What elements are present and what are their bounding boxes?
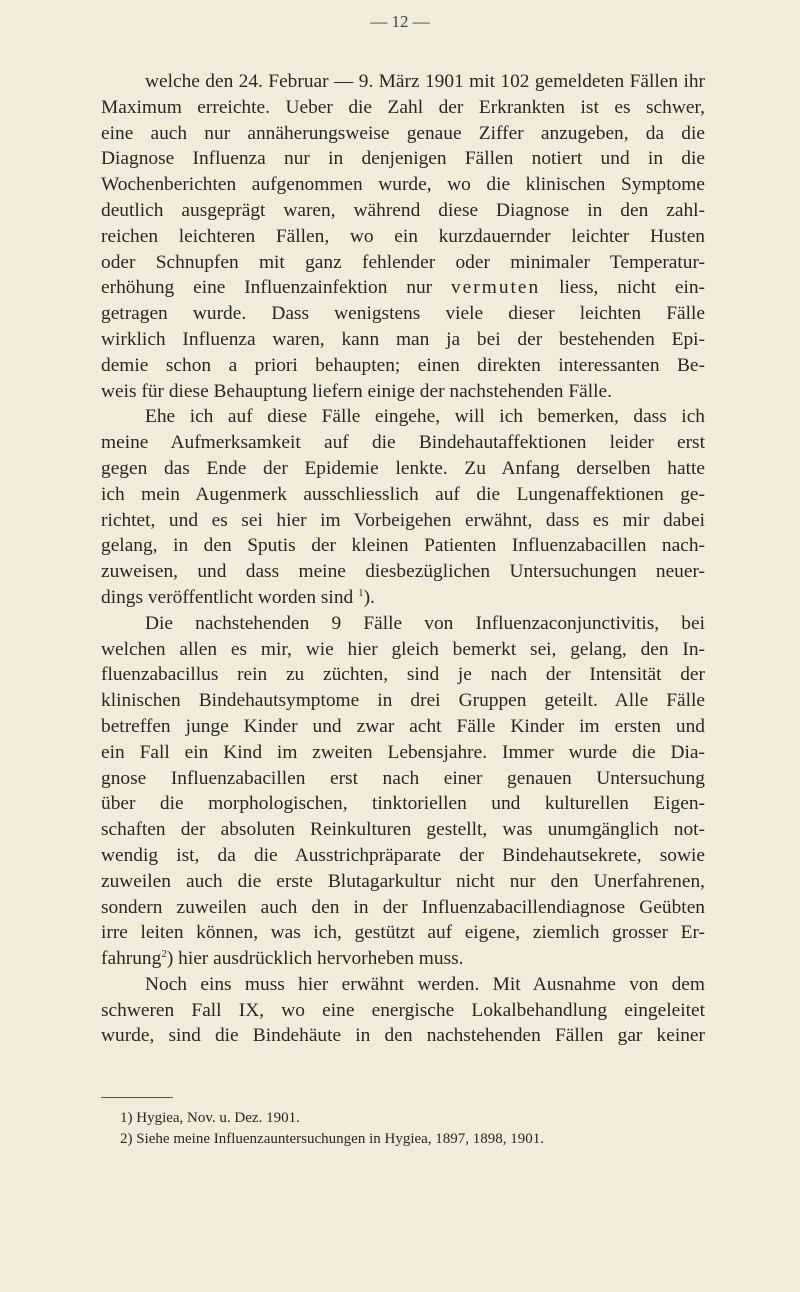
text-segment: liess, nicht ein- bbox=[540, 277, 705, 299]
text-line: richtet, und es sei hier im Vorbeigehen erwähnt, dass es mir dabei bbox=[101, 509, 705, 531]
paragraph bbox=[101, 611, 705, 972]
text-line: gegen das Ende der Epidemie lenkte. Zu Anfang derselben hatte bbox=[101, 457, 705, 479]
text-line: betreffen junge Kinder und zwar acht Fälle Kinder im ersten und bbox=[101, 715, 705, 737]
text-segment: vermuten bbox=[450, 277, 541, 299]
text-line: sondern zuweilen auch den in der Influenzabacillendiagnose Geübten bbox=[101, 896, 705, 918]
text-line: schweren Fall IX, wo eine energische Lokalbehandlung eingeleitet bbox=[101, 999, 705, 1021]
paragraph bbox=[101, 404, 705, 610]
text-line: gnose Influenzabacillen erst nach einer genauen Untersuchung bbox=[101, 767, 705, 789]
text-line: ein Fall ein Kind im zweiten Lebensjahre. Immer wurde die Dia- bbox=[101, 741, 705, 763]
text-line: eine auch nur annäherungsweise genaue Ziffer anzugeben, da die bbox=[101, 122, 705, 144]
text-line bbox=[101, 946, 705, 972]
text-segment: fahrung bbox=[101, 948, 162, 970]
text-line: Wochenberichten aufgenommen wurde, wo die klinischen Symptome bbox=[101, 174, 705, 196]
text-line: reichen leichteren Fällen, wo ein kurzdauernder leichter Husten bbox=[101, 225, 705, 247]
text-line: klinischen Bindehautsymptome in drei Gruppen geteilt. Alle Fälle bbox=[101, 690, 705, 712]
text-line: Noch eins muss hier erwähnt werden. Mit Ausnahme von dem bbox=[145, 973, 705, 995]
text-line: gelang, in den Sputis der kleinen Patienten Influenzabacillen nach- bbox=[101, 535, 705, 557]
text-line: wurde, sind die Bindehäute in den nachstehenden Fällen gar keiner bbox=[101, 1025, 705, 1047]
text-line: irre leiten können, was ich, gestützt auf eigene, ziemlich grosser Er- bbox=[101, 922, 705, 944]
text-line: Maximum erreichte. Ueber die Zahl der Erkrankten ist es schwer, bbox=[101, 96, 705, 118]
text-segment: dings veröffentlicht worden sind bbox=[101, 586, 359, 608]
text-segment: erhöhung eine Influenzainfektion nur bbox=[101, 277, 451, 299]
text-line: zuweisen, und dass meine diesbezüglichen Untersuchungen neuer- bbox=[101, 561, 705, 583]
footnote: 1) Hygiea, Nov. u. Dez. 1901. bbox=[120, 1110, 300, 1126]
paragraph bbox=[101, 972, 705, 1049]
footnote-ref: 2 bbox=[161, 948, 167, 961]
text-line: welchen allen es mir, wie hier gleich bemerkt sei, gelang, den In- bbox=[101, 638, 705, 660]
footnote-rule bbox=[101, 1097, 173, 1098]
text-line: über die morphologischen, tinktoriellen und kulturellen Eigen- bbox=[101, 793, 705, 815]
text-line: wendig ist, da die Ausstrichpräparate der Bindehautsekrete, sowie bbox=[101, 844, 705, 866]
text-line bbox=[101, 585, 705, 611]
text-line: fluenzabacillus rein zu züchten, sind je nach der Intensität der bbox=[101, 664, 705, 686]
paragraph bbox=[101, 69, 705, 404]
text-line: demie schon a priori behaupten; einen direkten interessanten Be- bbox=[101, 354, 705, 376]
text-line: Ehe ich auf diese Fälle eingehe, will ich bemerken, dass ich bbox=[145, 406, 705, 428]
footnote-ref: 1 bbox=[358, 586, 364, 599]
footnote: 2) Siehe meine Influenzauntersuchungen in Hygiea, 1897, 1898, 1901. bbox=[120, 1131, 545, 1147]
text-line: schaften der absoluten Reinkulturen gestellt, was unumgänglich not- bbox=[101, 819, 705, 841]
text-line bbox=[101, 275, 705, 301]
body-text bbox=[101, 69, 705, 1049]
text-line: zuweilen auch die erste Blutagarkultur nicht nur den Unerfahrenen, bbox=[101, 870, 705, 892]
text-line: oder Schnupfen mit ganz fehlender oder minimaler Temperatur- bbox=[101, 251, 705, 273]
text-line: ich mein Augenmerk ausschliesslich auf die Lungenaffektionen ge- bbox=[101, 483, 705, 505]
text-line: deutlich ausgeprägt waren, während diese Diagnose in den zahl- bbox=[101, 199, 705, 221]
text-line: weis für diese Behauptung liefern einige der nachstehenden Fälle. bbox=[101, 380, 612, 402]
text-line: Diagnose Influenza nur in denjenigen Fällen notiert und in die bbox=[101, 148, 705, 170]
text-line: getragen wurde. Dass wenigstens viele dieser leichten Fälle bbox=[101, 303, 705, 325]
page-number: — 12 — bbox=[370, 12, 430, 31]
text-line: welche den 24. Februar — 9. März 1901 mit 102 gemeldeten Fällen ihr bbox=[145, 71, 705, 92]
text-segment: ). bbox=[363, 586, 375, 608]
text-line: Die nachstehenden 9 Fälle von Influenzaconjunctivitis, bei bbox=[145, 612, 705, 634]
footnotes bbox=[120, 1108, 705, 1150]
text-line: meine Aufmerksamkeit auf die Bindehautaffektionen leider erst bbox=[101, 432, 705, 454]
text-segment: ) hier ausdrücklich hervorheben muss. bbox=[166, 948, 464, 970]
text-line: wirklich Influenza waren, kann man ja bei der bestehenden Epi- bbox=[101, 328, 705, 350]
